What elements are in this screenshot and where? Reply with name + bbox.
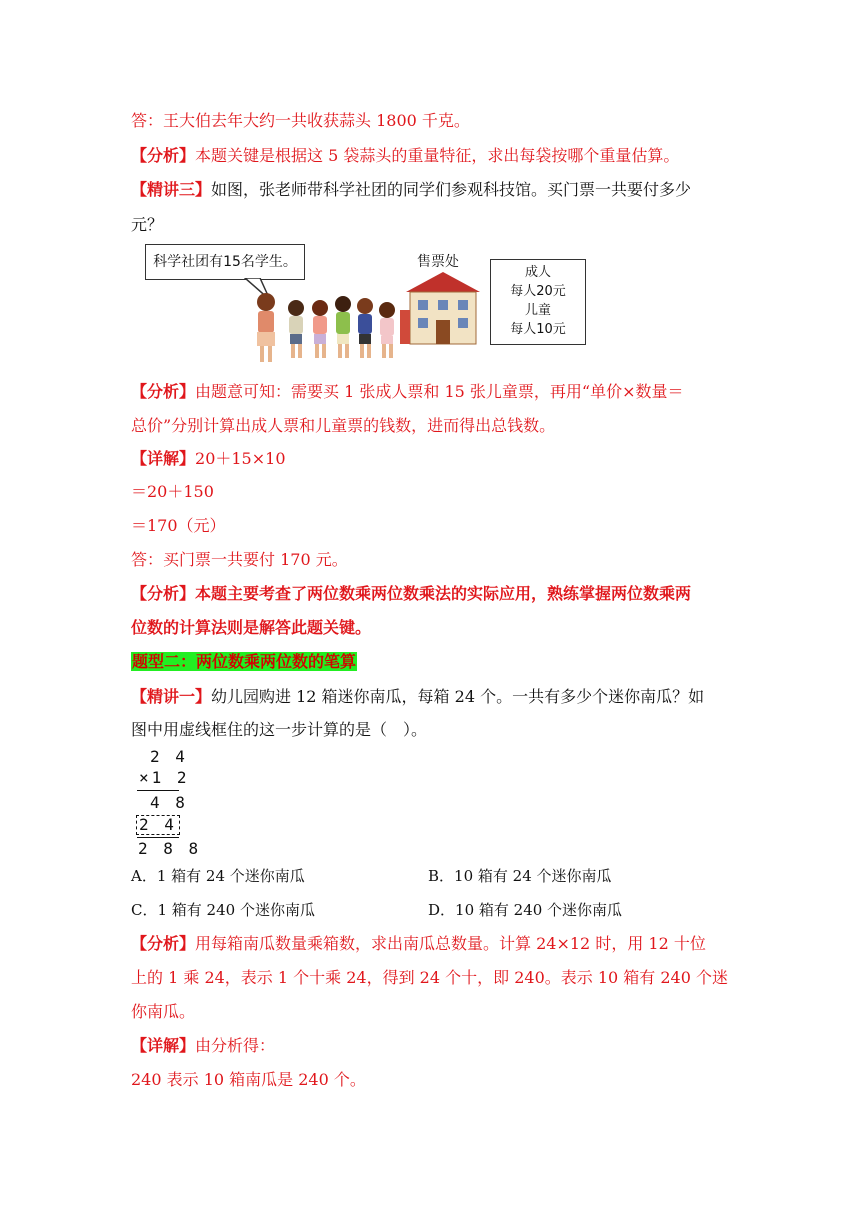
option-d: D．10 箱有 240 个迷你南瓜 xyxy=(428,901,623,919)
lecture-one-text: 幼儿园购进 12 箱迷你南瓜，每箱 24 个。一共有多少个迷你南瓜？如 xyxy=(211,687,705,706)
lecture-one xyxy=(131,686,704,708)
analysis-4-text-2: 上的 1 乘 24，表示 1 个十乘 24，得到 24 个十，即 240。表示 10 箱有 240 个迷 xyxy=(131,968,728,987)
detail-step-2: ＝20＋150 xyxy=(131,482,214,501)
analysis-3-text: 本题主要考查了两位数乘两位数乘法的实际应用，熟练掌握两位数乘两 xyxy=(195,584,692,603)
analysis-2-text-2: 总价”分别计算出成人票和儿童票的钱数，进而得出总钱数。 xyxy=(131,416,556,435)
calc-rule-1 xyxy=(137,790,179,791)
students-group-illustration xyxy=(248,290,408,370)
calc-partial-2-dashed-box: 2 4 xyxy=(136,815,180,835)
analysis-text: 本题关键是根据这 5 袋蒜头的重量特征，求出每袋按哪个重量估算。 xyxy=(195,146,680,165)
final-answer: 240 表示 10 箱南瓜是 240 个。 xyxy=(131,1070,366,1089)
analysis-2-tag: 【分析】 xyxy=(131,382,196,401)
analysis-2-text: 由题意可知：需要买 1 张成人票和 15 张儿童票，再用“单价×数量＝ xyxy=(195,382,684,401)
calc-partial-1: 4 8 xyxy=(150,793,188,812)
analysis-3-tag: 【分析】 xyxy=(131,584,196,603)
analysis-4-text-3: 你南瓜。 xyxy=(131,1002,196,1021)
child-label: 儿童 xyxy=(524,303,551,318)
adult-label: 成人 xyxy=(524,265,551,280)
lecture-one-tag: 【精讲一】 xyxy=(131,687,212,706)
lecture-three-text: 如图，张老师带科学社团的同学们参观科技馆。买门票一共要付多少 xyxy=(211,180,692,199)
detail-2-text: 由分析得： xyxy=(195,1036,276,1055)
detail-step-3: ＝170（元） xyxy=(131,516,226,535)
detail-2-tag: 【详解】 xyxy=(131,1036,196,1055)
calc-result: 2 8 8 xyxy=(138,839,202,858)
analysis-3-text-2: 位数的计算法则是解答此题关键。 xyxy=(131,618,372,637)
section-heading-text: 题型二：两位数乘两位数的笔算 xyxy=(132,652,357,671)
analysis-3 xyxy=(131,583,691,605)
lecture-three-tag: 【精讲三】 xyxy=(131,180,212,199)
price-board xyxy=(490,259,586,345)
option-b: B．10 箱有 24 个迷你南瓜 xyxy=(428,867,612,885)
lecture-three xyxy=(131,179,691,201)
option-c: C．1 箱有 240 个迷你南瓜 xyxy=(131,901,315,919)
analysis-4-tag: 【分析】 xyxy=(131,934,196,953)
answer-line: 答：王大伯去年大约一共收获蒜头 1800 千克。 xyxy=(131,111,470,130)
analysis-4 xyxy=(131,933,706,955)
adult-price: 每人20元 xyxy=(510,284,566,299)
analysis-tag: 【分析】 xyxy=(131,146,196,165)
analysis-line xyxy=(131,145,679,167)
analysis-2 xyxy=(131,381,684,403)
answer-2: 答：买门票一共要付 170 元。 xyxy=(131,550,348,569)
lecture-three-text-2: 元？ xyxy=(131,215,164,234)
option-a: A．1 箱有 24 个迷你南瓜 xyxy=(131,867,305,885)
detail-text: 20＋15×10 xyxy=(195,449,286,468)
ticket-office-label: 售票处 xyxy=(417,254,459,270)
ticket-office-building-icon xyxy=(400,270,486,346)
detail-2 xyxy=(131,1035,275,1057)
calc-multiplicand: 2 4 xyxy=(150,747,188,766)
speech-bubble: 科学社团有15名学生。 xyxy=(145,244,305,280)
detail-line xyxy=(131,448,286,470)
calc-multiplier: ×1 2 xyxy=(139,768,190,787)
section-heading xyxy=(131,651,357,673)
child-price: 每人10元 xyxy=(510,322,566,337)
analysis-4-text: 用每箱南瓜数量乘箱数，求出南瓜总数量。计算 24×12 时，用 12 十位 xyxy=(195,934,706,953)
lecture-one-text-2: 图中用虚线框住的这一步计算的是（ ）。 xyxy=(131,720,428,739)
calc-rule-2 xyxy=(137,837,179,838)
detail-tag: 【详解】 xyxy=(131,449,196,468)
